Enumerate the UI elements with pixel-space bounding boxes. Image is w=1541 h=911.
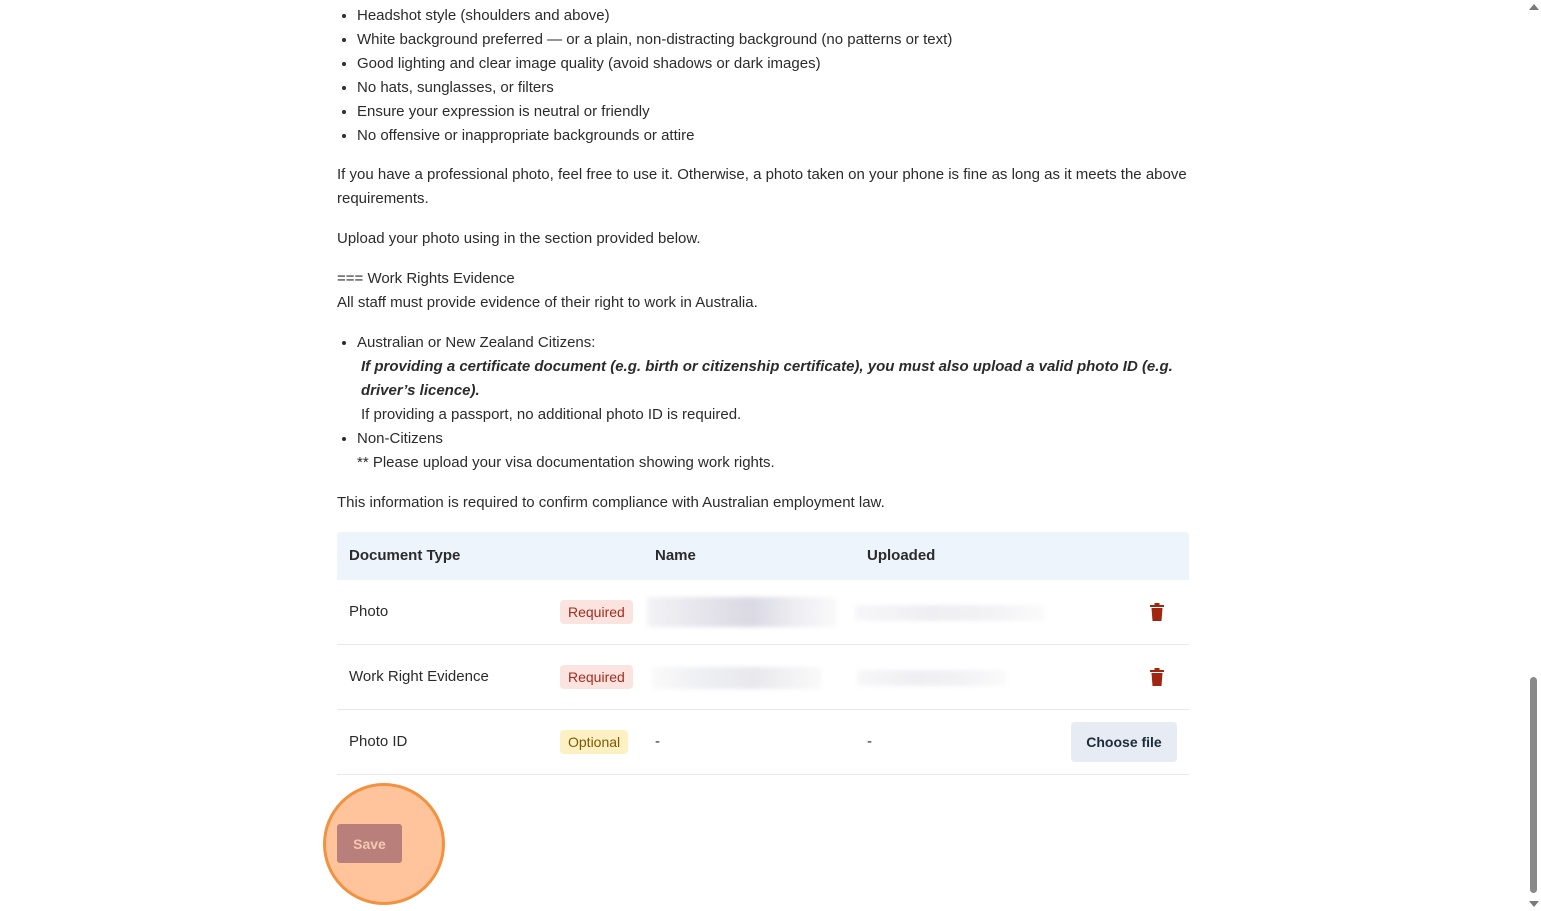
file-name: - [655, 733, 660, 750]
work-rights-intro: All staff must provide evidence of their right to work in Australia. [337, 294, 758, 311]
list-item: • White background preferred — or a plain, non-distracting background (no patterns or text) [357, 28, 1189, 52]
choose-file-button[interactable]: Choose file [1071, 722, 1177, 762]
work-rights-section [337, 267, 758, 315]
document-type: Photo ID [349, 733, 408, 750]
document-type: Photo [349, 603, 389, 620]
trash-icon[interactable] [1147, 667, 1167, 687]
compliance-text: This information is required to confirm compliance with Australian employment law. [337, 494, 885, 511]
redacted-file-name [652, 667, 822, 689]
visa-note: ** Please upload your visa documentation showing work rights. [357, 454, 775, 471]
professional-photo-text: If you have a professional photo, feel free to use it. Otherwise, a photo taken on your phone is fine as long as it meets the above requirements. [337, 166, 1187, 207]
save-button[interactable]: Save [337, 824, 402, 863]
list-item: • Ensure your expression is neutral or friendly [357, 100, 1189, 124]
list-item [357, 331, 1209, 427]
work-rights-heading: === Work Rights Evidence [337, 270, 515, 287]
status-badge: Required [560, 600, 633, 624]
upload-instruction: Upload your photo using in the section provided below. [337, 230, 701, 247]
list-item: • Good lighting and clear image quality (avoid shadows or dark images) [357, 52, 1189, 76]
photo-requirements-list [337, 4, 1189, 148]
header-document-type: Document Type [349, 547, 461, 564]
citizens-label: Australian or New Zealand Citizens: [357, 334, 596, 351]
table-header [337, 532, 1189, 580]
table-row [337, 645, 1189, 710]
status-badge: Required [560, 665, 633, 689]
documents-table [337, 532, 1189, 775]
scroll-up-arrow-icon[interactable] [1529, 4, 1539, 10]
certificate-note: If providing a certificate document (e.g. birth or citizenship certificate), you must also upload a valid photo ID (e.g. driver’s licence). [361, 358, 1173, 399]
list-item: • No offensive or inappropriate backgrounds or attire [357, 124, 1189, 148]
scroll-thumb[interactable] [1530, 677, 1537, 893]
document-type: Work Right Evidence [349, 668, 489, 685]
list-item: • No hats, sunglasses, or filters [357, 76, 1189, 100]
noncitizens-label: Non-Citizens [357, 430, 443, 447]
passport-note: If providing a passport, no additional photo ID is required. [361, 406, 742, 423]
scroll-down-arrow-icon[interactable] [1529, 901, 1539, 907]
redacted-upload-date [857, 670, 1007, 686]
citizenship-list [337, 331, 1209, 475]
list-item: • Headshot style (shoulders and above) [357, 4, 1189, 28]
header-name: Name [655, 547, 696, 564]
trash-icon[interactable] [1147, 602, 1167, 622]
upload-date: - [867, 733, 872, 750]
redacted-file-name [647, 597, 837, 627]
redacted-upload-date [855, 605, 1045, 621]
vertical-scrollbar[interactable] [1526, 0, 1541, 911]
table-row [337, 580, 1189, 645]
header-uploaded: Uploaded [867, 547, 936, 564]
main-content [337, 0, 1189, 750]
list-item [357, 427, 1209, 475]
status-badge: Optional [560, 730, 628, 754]
table-row [337, 710, 1189, 775]
